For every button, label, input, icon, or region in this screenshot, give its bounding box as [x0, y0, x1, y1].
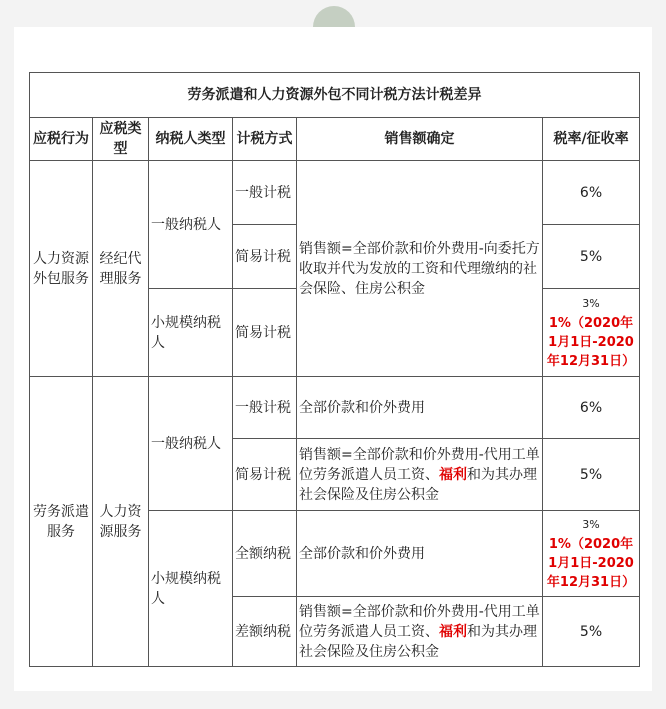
dispatch-sales-diff-red: 福利 — [439, 623, 467, 640]
outsourcing-behavior: 人力资源外包服务 — [30, 161, 93, 377]
tax-comparison-table — [29, 72, 640, 667]
dispatch-sales-diff-a: 销售额=全部价款和价外费用-代用工单位劳务派遣人员工资、 — [299, 603, 540, 640]
outsourcing-small-payer: 小规模纳税人 — [149, 289, 233, 377]
header-rate: 税率/征收率 — [543, 118, 640, 161]
dispatch-sales-diff-b: 和为其办理社会保险及住房公积金 — [299, 623, 537, 660]
dispatch-sales-full: 全部价款和价外费用 — [297, 511, 543, 597]
dispatch-method-full: 全额纳税 — [233, 511, 297, 597]
dispatch-rate-general: 6% — [543, 377, 640, 439]
header-sales: 销售额确定 — [297, 118, 543, 161]
outsourcing-type: 经纪代理服务 — [93, 161, 149, 377]
dispatch-rate-full — [543, 511, 640, 597]
outsourcing-method-simple: 简易计税 — [233, 225, 297, 289]
outsourcing-method-general: 一般计税 — [233, 161, 297, 225]
header-type: 应税类型 — [93, 118, 149, 161]
dispatch-sales-general: 全部价款和价外费用 — [297, 377, 543, 439]
outsourcing-rate-simple: 5% — [543, 225, 640, 289]
outsourcing-rate-small-red: 1%（2020年1月1日-2020年12月31日） — [546, 316, 636, 369]
outsourcing-sales: 销售额=全部价款和价外费用-向委托方收取并代为发放的工资和代理缴纳的社会保险、住房公积金 — [297, 161, 543, 377]
outsourcing-general-payer: 一般纳税人 — [149, 161, 233, 289]
dispatch-sales-diff — [297, 597, 543, 667]
dispatch-sales-simple-b: 和为其办理社会保险及住房公积金 — [299, 466, 537, 503]
header-payer: 纳税人类型 — [149, 118, 233, 161]
dispatch-type: 人力资源服务 — [93, 377, 149, 667]
outsourcing-rate-small — [543, 289, 640, 377]
header-behavior: 应税行为 — [30, 118, 93, 161]
dispatch-rate-diff: 5% — [543, 597, 640, 667]
dispatch-method-general: 一般计税 — [233, 377, 297, 439]
dispatch-general-payer: 一般纳税人 — [149, 377, 233, 511]
dispatch-rate-simple: 5% — [543, 439, 640, 511]
dispatch-behavior: 劳务派遣服务 — [30, 377, 93, 667]
dispatch-small-payer: 小规模纳税人 — [149, 511, 233, 667]
header-method: 计税方式 — [233, 118, 297, 161]
dispatch-sales-simple-a: 销售额=全部价款和价外费用-代用工单位劳务派遣人员工资、 — [299, 446, 540, 483]
dispatch-rate-full-top: 3% — [582, 518, 600, 531]
table-title: 劳务派遣和人力资源外包不同计税方法计税差异 — [30, 73, 640, 118]
dispatch-method-diff: 差额纳税 — [233, 597, 297, 667]
dispatch-sales-simple — [297, 439, 543, 511]
outsourcing-rate-general: 6% — [543, 161, 640, 225]
outsourcing-rate-small-top: 3% — [582, 297, 600, 310]
card-background — [14, 27, 652, 691]
dispatch-rate-full-red: 1%（2020年1月1日-2020年12月31日） — [546, 537, 636, 590]
outsourcing-method-simple-small: 简易计税 — [233, 289, 297, 377]
dispatch-sales-simple-red: 福利 — [439, 466, 467, 483]
dispatch-method-simple: 简易计税 — [233, 439, 297, 511]
